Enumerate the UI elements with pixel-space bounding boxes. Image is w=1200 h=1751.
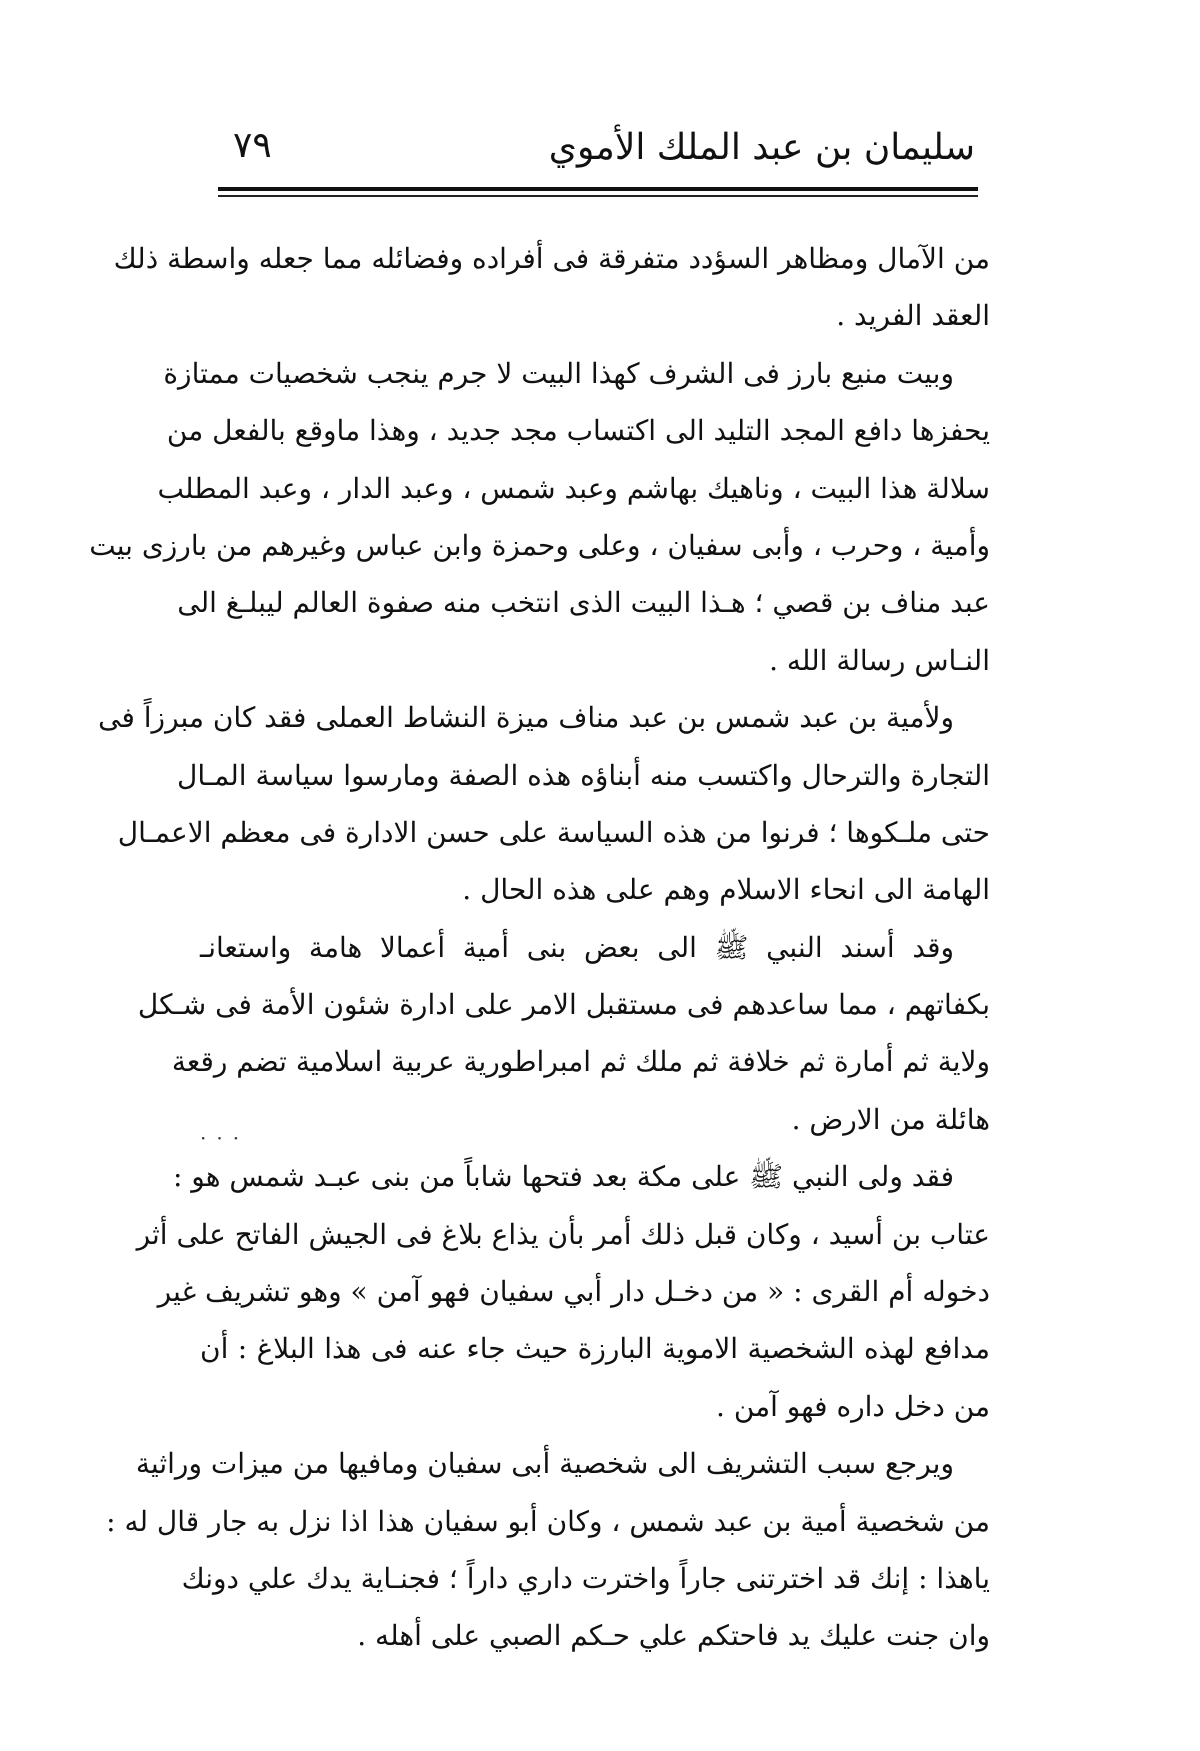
text-line: ولاية ثم أمارة ثم خلافة ثم ملك ثم امبراطورية عربية اسلامية تضم رقعة xyxy=(171,1045,990,1079)
page-header xyxy=(225,112,975,182)
text-line: من دخل داره فهو آمن . xyxy=(716,1389,990,1423)
text-line: هائلة من الارض . xyxy=(791,1102,990,1136)
text-line: ولأمية بن عبد شمس بن عبد مناف ميزة النشاط العملى فقد كان مبرزاً فى xyxy=(98,701,954,735)
text-line: يحفزها دافع المجد التليد الى اكتساب مجد جديد ، وهذا ماوقع بالفعل من xyxy=(166,414,990,448)
text-line: من شخصية أمية بن عبد شمس ، وكان أبو سفيان هذا اذا نزل به جار قال له : xyxy=(106,1504,990,1538)
text-line: وبيت منيع بارز فى الشرف كهذا البيت لا جرم ينجب شخصيات ممتازة xyxy=(163,356,954,390)
page-number: ٧٩ xyxy=(233,125,272,166)
body-text xyxy=(89,230,990,1665)
text-line: العقد الفريد . xyxy=(836,299,990,333)
text-line: ياهذا : إنك قد اخترتنى جاراً واخترت داري داراً ؛ فجنـاية يدك علي دونك xyxy=(181,1561,990,1595)
text-line: الهامة الى انحاء الاسلام وهم على هذه الحال . xyxy=(462,873,990,907)
text-line: حتى ملـكوها ؛ فرنوا من هذه السياسة على حسن الادارة فى معظم الاعمـال xyxy=(117,815,990,849)
header-rule-thick xyxy=(218,187,978,191)
text-line: النـاس رسالة الله . xyxy=(769,643,990,677)
text-line: ويرجع سبب التشريف الى شخصية أبى سفيان ومافيها من ميزات وراثية xyxy=(135,1447,954,1481)
text-line: دخوله أم القرى : « من دخـل دار أبي سفيان فهو آمن » وهو تشريف غير xyxy=(157,1275,990,1309)
text-line: سلالة هذا البيت ، وناهيك بهاشم وعبد شمس ، وعبد الدار ، وعبد المطلب xyxy=(157,471,990,505)
header-rule-thin xyxy=(218,195,978,197)
text-line: وأمية ، وحرب ، وأبى سفيان ، وعلى وحمزة وابن عباس وغيرهم من بارزى بيت xyxy=(89,528,990,562)
text-line: وقد أسند النبي ﷺ الى بعض بنى أمية أعمالا هامة واستعانـ xyxy=(200,930,954,964)
text-line: عتاب بن أسيد ، وكان قبل ذلك أمر بأن يذاع بلاغ فى الجيش الفاتح على أثر xyxy=(136,1217,990,1251)
text-line: التجارة والترحال واكتسب منه أبناؤه هذه الصفة ومارسوا سياسة المـال xyxy=(177,758,990,792)
running-title: سليمان بن عبد الملك الأموي xyxy=(548,127,975,168)
text-line: بكفاتهم ، مما ساعدهم فى مستقبل الامر على ادارة شئون الأمة فى شـكل xyxy=(137,988,990,1022)
margin-dots: ··· xyxy=(200,1126,250,1150)
text-line: من الآمال ومظاهر السؤدد متفرقة فى أفراده وفضائله مما جعله واسطة ذلك xyxy=(113,242,990,275)
text-line: وان جنت عليك يد فاحتكم علي حـكم الصبي على أهله . xyxy=(357,1619,990,1653)
text-line: عبد مناف بن قصي ؛ هـذا البيت الذى انتخب منه صفوة العالم ليبلـغ الى xyxy=(177,586,990,620)
text-line: مدافع لهذه الشخصية الاموية البارزة حيث جاء عنه فى هذا البلاغ : أن xyxy=(200,1332,990,1366)
text-line: فقد ولى النبي ﷺ على مكة بعد فتحها شاباً من بنى عبـد شمس هو : xyxy=(172,1160,954,1194)
